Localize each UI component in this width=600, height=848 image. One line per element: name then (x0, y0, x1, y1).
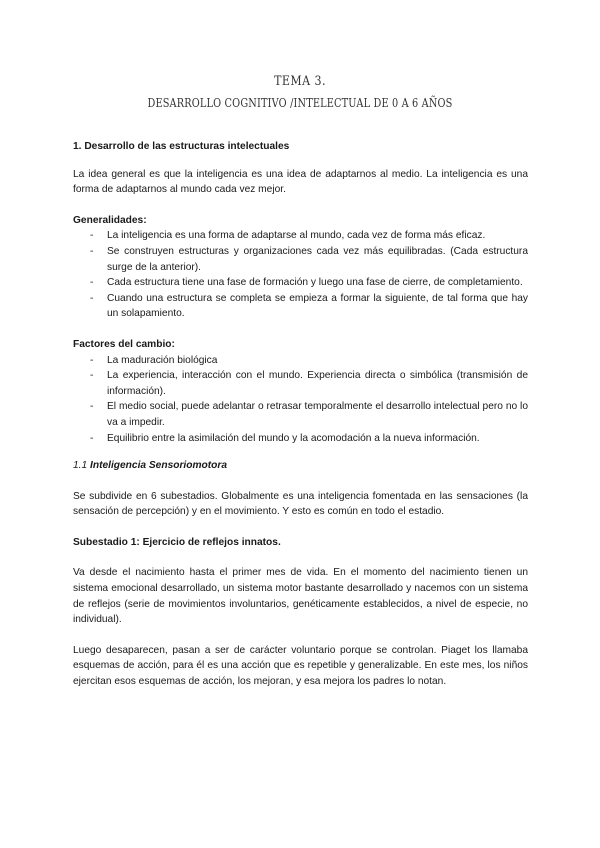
subestadio-heading: Subestadio 1: Ejercicio de reflejos innatos. (73, 536, 281, 548)
subsection-heading (73, 458, 528, 474)
subestadio-paragraph-2: Luego desaparecen, pasan a ser de carácter voluntario porque se controlan. Piaget los llamaba esquemas de acción, para él es una acción que es repetible y generalizable. En este mes, los niños ejercitan esos esquemas de acción, los mejoran, y esa mejora los padres lo notan. (73, 644, 528, 688)
document-body (73, 139, 528, 690)
subestadio-paragraph-1: Va desde el nacimiento hasta el primer mes de vida. En el momento del nacimiento tienen un sistema emocional desarrollado, un sistema motor bastante desarrollado y nacemos con un sistema de reflejos (serie de movimientos involuntarios, genéticamente establecidos, a nivel de especie, no individual). (73, 567, 528, 626)
list-item: - La inteligencia es una forma de adaptarse al mundo, cada vez de forma más eficaz. (90, 230, 486, 242)
title-topic: TEMA 3. (274, 74, 326, 89)
list-item: - Cuando una estructura se completa se empieza a formar la siguiente, de tal forma que hay un solapamiento. (90, 292, 528, 320)
subsection-paragraph: Se subdivide en 6 subestadios. Globalmente es una inteligencia fomentada en las sensaciones (la sensación de percepción) y en el movimiento. Y esto es común en todo el estadio. (73, 490, 528, 518)
section-heading: 1. Desarrollo de las estructuras intelectuales (73, 141, 290, 152)
factores-heading: Factores del cambio: (73, 338, 175, 350)
list-item: - La maduración biológica (90, 354, 218, 366)
list-item: - Equilibrio entre la asimilación del mundo y la acomodación a la nueva información. (90, 432, 480, 444)
generalidades-list (73, 228, 528, 322)
list-item: - Se construyen estructuras y organizaciones cada vez más equilibradas. (Cada estructura surge de la anterior). (90, 245, 528, 273)
list-item: - La experiencia, interacción con el mundo. Experiencia directa o simbólica (transmisión de información). (90, 370, 528, 397)
title-subject: DESARROLLO COGNITIVO /INTELECTUAL DE 0 A 6 AÑOS (147, 95, 453, 110)
subsection-title: Inteligencia Sensoriomotora (90, 460, 228, 472)
document-title (0, 72, 600, 112)
list-item: - El medio social, puede adelantar o retrasar temporalmente el desarrollo intelectual pero no lo va a impedir. (90, 401, 528, 428)
subsection-number: 1.1 (73, 460, 88, 472)
generalidades-heading: Generalidades: (73, 214, 147, 226)
factores-list (73, 353, 528, 447)
list-item: - Cada estructura tiene una fase de formación y luego una fase de cierre, de completamiento. (90, 277, 523, 289)
intro-paragraph: La idea general es que la inteligencia es una idea de adaptarnos al medio. La inteligencia es una forma de adaptarnos al mundo cada vez mejor. (73, 168, 528, 196)
